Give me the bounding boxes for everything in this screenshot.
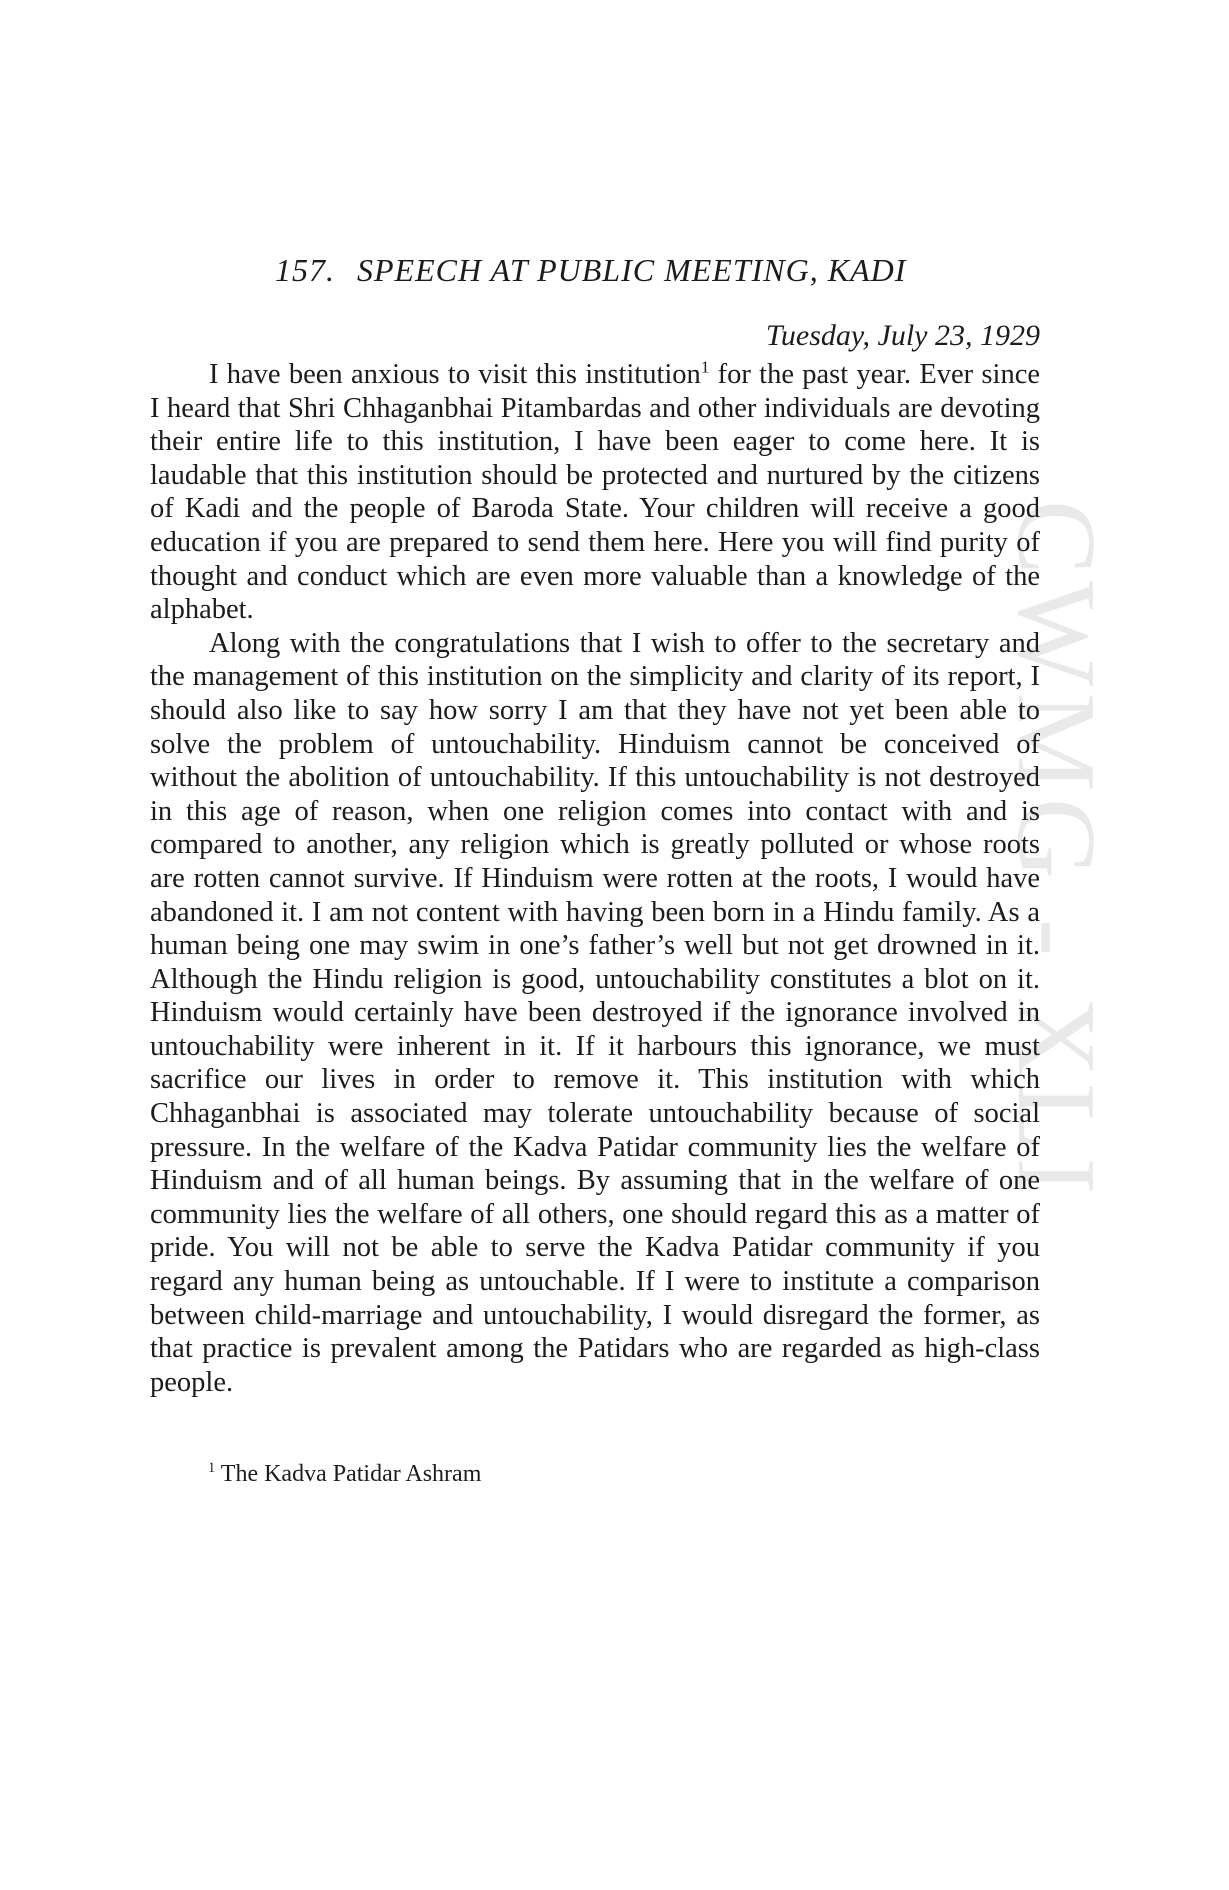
section-title: SPEECH AT PUBLIC MEETING, KADI <box>357 252 907 288</box>
paragraph-2: Along with the congratulations that I wish to offer to the secretary and the management of this institution on the simplicity and clarity of its report, I should also like to say how sorry I am that they have not yet been able to solve the problem of untouchability. Hinduism cannot be conceived of without the abolition of untouchability. If this untouchability is not destroyed in this age of reason, when one religion comes into contact with and is compared to another, any religion which is greatly polluted or whose roots are rotten cannot survive. If Hinduism were rotten at the roots, I would have abandoned it. I am not content with having been born in a Hindu family. As a human being one may swim in one’s father’s well but not get drowned in it. Although the Hindu religion is good, untouchability constitutes a blot on it. Hinduism would certainly have been destroyed if the ignorance involved in untouchability were inherent in it. If it harbours this ignorance, we must sacrifice our lives in order to remove it. This institution with which Chhaganbhai is associated may tolerate untouchability because of social pressure. In the welfare of the Kadva Patidar community lies the welfare of Hinduism and of all human beings. By assuming that in the welfare of one community lies the welfare of all others, one should regard this as a matter of pride. You will not be able to serve the Kadva Patidar community if you regard any human being as untouchable. If I were to institute a comparison between child-marriage and untouchability, I would disregard the former, as that practice is prevalent among the Patidars who are regarded as high-class people. <box>150 627 1040 1398</box>
footnote-mark: 1 <box>208 1460 216 1477</box>
footnote <box>208 1457 1040 1491</box>
paragraph-1-before: I have been anxious to visit this institution <box>209 359 701 390</box>
section-heading <box>275 248 1040 292</box>
paragraph-1 <box>150 358 1040 627</box>
dateline: Tuesday, July 23, 1929 <box>765 319 1040 352</box>
page-content <box>150 248 1040 1491</box>
footnote-text: The Kadva Patidar Ashram <box>220 1461 482 1488</box>
watermark: CWMG - XLI <box>994 500 1118 1201</box>
paragraph-1-after: for the past year. Ever since I heard that Shri Chhaganbhai Pitambardas and other individuals are devoting their entire life to this institution, I have been eager to come here. It is laudable that this institution should be protected and nurtured by the citizens of Kadi and the people of Baroda State. Your children will receive a good education if you are prepared to send them here. Here you will find purity of thought and conduct which are even more valuable than a knowledge of the alphabet. <box>150 359 1040 626</box>
footnote-reference: 1 <box>700 357 710 377</box>
section-number: 157. <box>275 252 335 288</box>
